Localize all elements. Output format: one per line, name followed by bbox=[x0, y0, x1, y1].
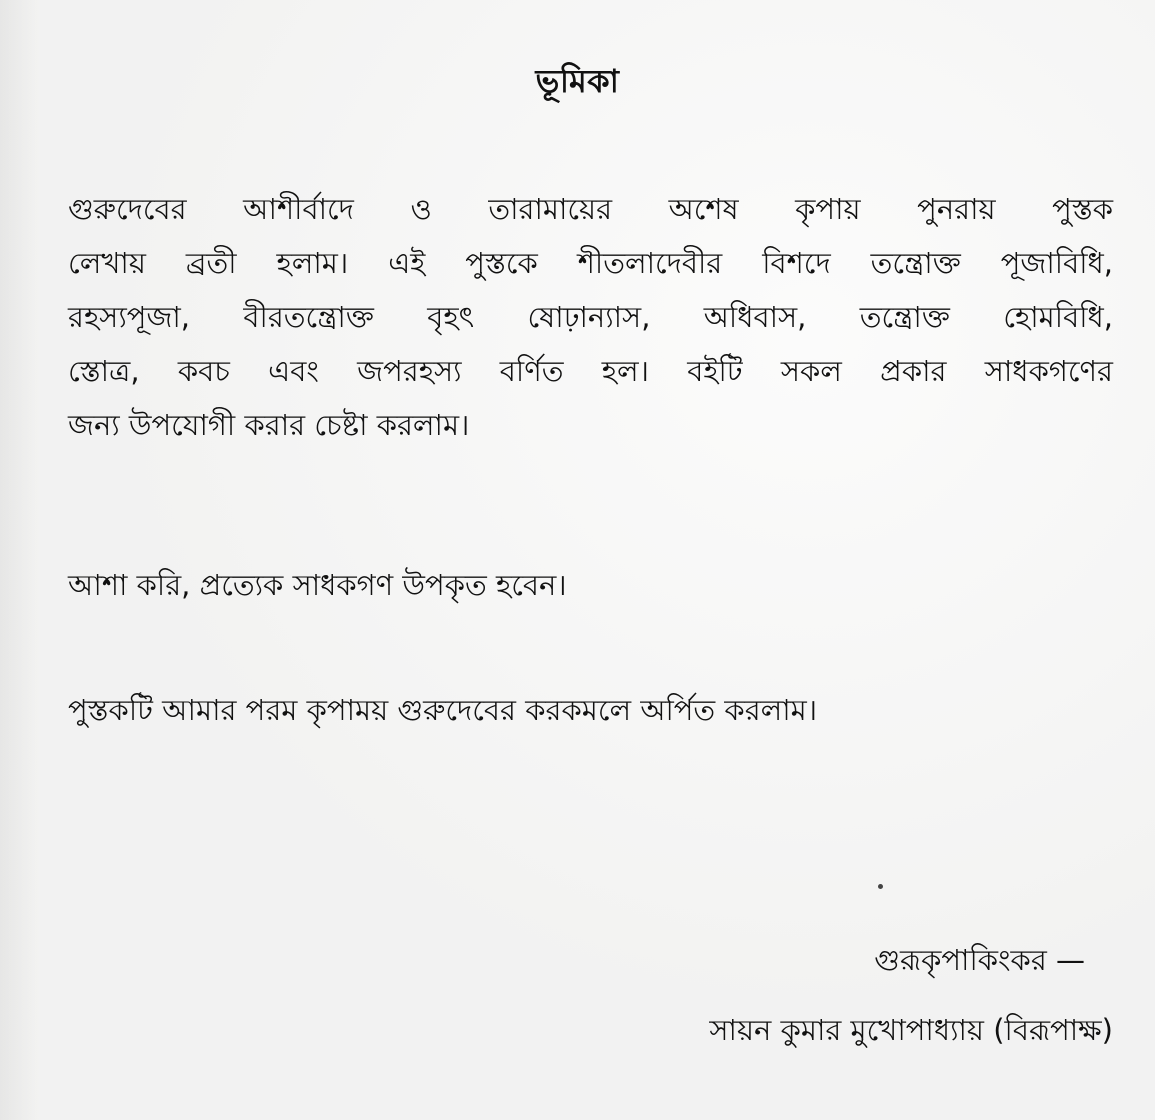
paragraph-line: রহস্যপূজা, বীরতন্ত্রোক্ত বৃহৎ ষোঢ়ান্যাস, অধিবাস, তন্ত্রোক্ত হোমবিধি, bbox=[68, 300, 1113, 334]
dedication-paragraph: পুস্তকটি আমার পরম কৃপাময় গুরুদেবের করকমলে অর্পিত করলাম। bbox=[68, 693, 818, 727]
paragraph-line: লেখায় ব্রতী হলাম। এই পুস্তকে শীতলাদেবীর বিশদে তন্ত্রোক্ত পূজাবিধি, bbox=[68, 246, 1113, 280]
paragraph-line: গুরুদেবের আশীর্বাদে ও তারামায়ের অশেষ কৃপায় পুনরায় পুস্তক bbox=[68, 192, 1113, 226]
intro-paragraph bbox=[68, 182, 1113, 452]
author-name: সায়ন কুমার মুখোপাধ্যায় (বিরূপাক্ষ) bbox=[709, 1013, 1113, 1047]
paragraph-line: স্তোত্র, কবচ এবং জপরহস্য বর্ণিত হল। বইটি সকল প্রকার সাধকগণের bbox=[68, 354, 1113, 388]
hope-paragraph: আশা করি, প্রত্যেক সাধকগণ উপকৃত হবেন। bbox=[68, 568, 567, 602]
paragraph-line: জন্য উপযোগী করার চেষ্টা করলাম। bbox=[68, 408, 470, 442]
page-title: ভূমিকা bbox=[535, 62, 620, 100]
signature-epithet: গুরূকৃপাকিংকর — bbox=[874, 943, 1085, 977]
ink-speck bbox=[878, 884, 883, 889]
